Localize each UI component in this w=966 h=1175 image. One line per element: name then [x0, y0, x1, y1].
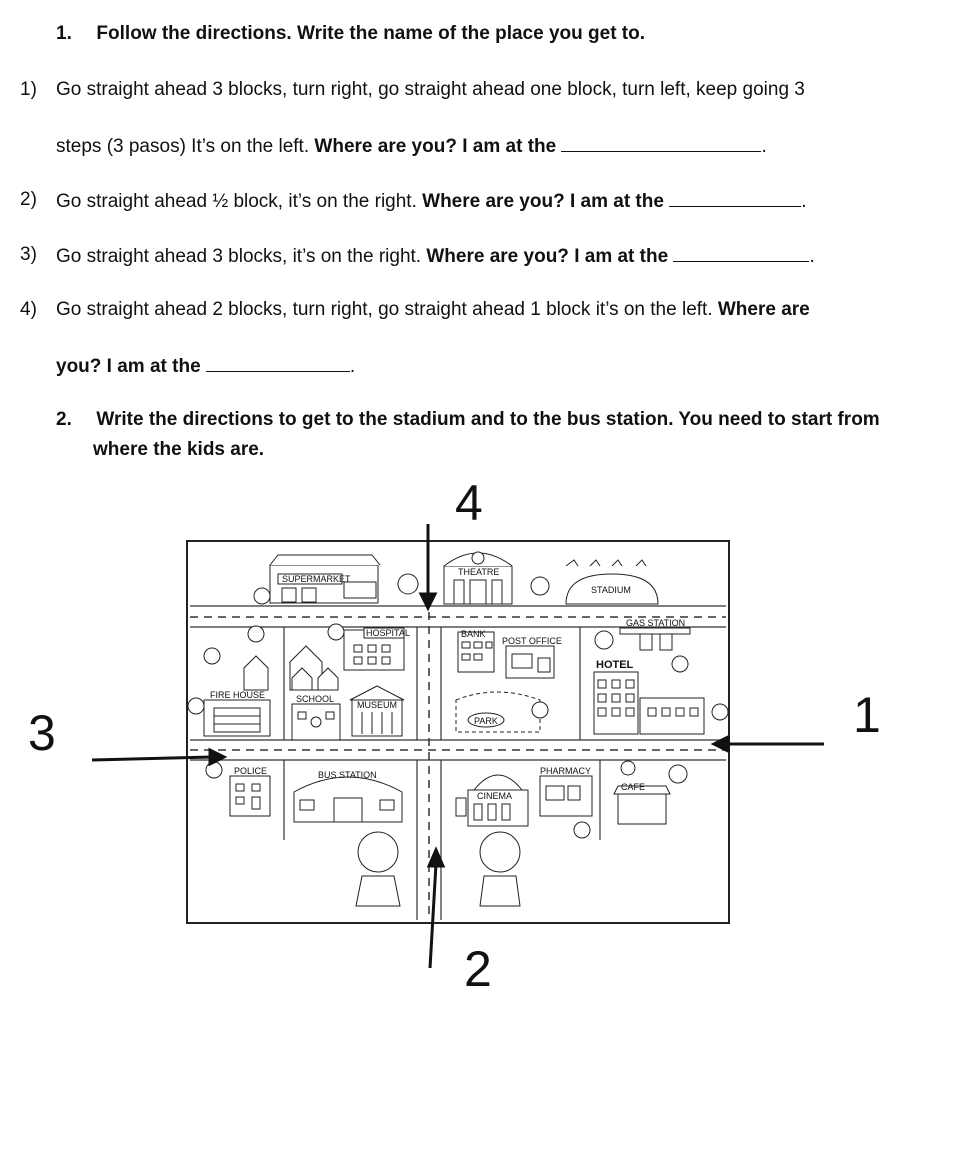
supermarket-label: SUPERMARKET	[282, 574, 351, 584]
gas-station-building	[620, 618, 690, 650]
park-label: PARK	[474, 716, 498, 726]
arrow-label-top: 4	[455, 475, 483, 531]
section2-number: 2.	[56, 409, 72, 430]
houses-block	[244, 646, 338, 690]
arrow-left-head	[210, 750, 224, 764]
police-label: POLICE	[234, 766, 268, 776]
item2-number: 2)	[20, 189, 37, 210]
cafe-building	[614, 782, 670, 824]
bus-station-label: BUS STATION	[318, 770, 377, 780]
item3-text: Go straight ahead 3 blocks, it’s on the right.	[56, 246, 427, 267]
hospital-label: HOSPITAL	[366, 628, 410, 638]
park-area	[456, 692, 540, 732]
stadium-label: STADIUM	[591, 585, 631, 595]
theatre-label: THEATRE	[458, 567, 500, 577]
theatre-building	[444, 552, 512, 604]
section2-title-a: Write the directions to get to the stadium and to the bus station. You need to start from	[96, 409, 880, 430]
post-office-label: POST OFFICE	[502, 636, 562, 646]
item4-question-a: Where are	[717, 299, 810, 320]
bus-station-building	[294, 770, 402, 822]
item1-line-a: Go straight ahead 3 blocks, turn right, go straight ahead one block, turn left, keep going 3	[56, 79, 805, 100]
item4-text: Go straight ahead 2 blocks, turn right, go straight ahead 1 block it’s on the left.	[56, 299, 718, 320]
item1-line-b: steps (3 pasos) It’s on the left. Where are you? I am at the .	[56, 133, 767, 159]
arrow-label-left: 3	[28, 705, 56, 761]
arrow-label-right: 1	[853, 687, 881, 743]
item2-question: Where are you? I am at the	[422, 191, 664, 212]
cinema-label: CINEMA	[477, 791, 513, 801]
cinema-building	[456, 775, 528, 826]
school-building	[292, 694, 340, 740]
item4-question-b: you? I am at the	[56, 356, 201, 377]
museum-building	[350, 686, 404, 736]
fire-house-building	[204, 690, 270, 736]
hotel-building	[594, 659, 704, 734]
museum-label: MUSEUM	[357, 700, 397, 710]
item4-number: 4)	[20, 299, 37, 320]
hospital-building	[344, 628, 410, 670]
item2-line: Go straight ahead ½ block, it’s on the right. Where are you? I am at the .	[56, 188, 807, 214]
item1-number: 1)	[20, 79, 37, 100]
police-building	[230, 766, 270, 816]
pharmacy-building	[540, 766, 592, 816]
bank-building	[458, 629, 494, 672]
arrow-label-bottom: 2	[464, 941, 492, 997]
school-label: SCHOOL	[296, 694, 335, 704]
item2-text: Go straight ahead ½ block, it’s on the right.	[56, 191, 423, 212]
section2-title-b: where the kids are.	[93, 439, 265, 460]
hotel-label: HOTEL	[596, 659, 634, 671]
kids	[356, 832, 520, 906]
item1-text-b: steps (3 pasos) It’s on the left.	[56, 136, 315, 157]
item1-question: Where are you? I am at the	[314, 136, 557, 157]
pharmacy-label: PHARMACY	[540, 766, 592, 776]
item3-number: 3)	[20, 244, 37, 265]
bank-label: BANK	[461, 629, 486, 639]
cafe-label: CAFE	[621, 782, 646, 792]
supermarket-building	[270, 555, 380, 603]
fire-house-label: FIRE HOUSE	[210, 690, 266, 700]
gas-station-label: GAS STATION	[626, 618, 686, 628]
section1-number: 1.	[56, 23, 72, 44]
item3-line: Go straight ahead 3 blocks, it’s on the right. Where are you? I am at the .	[56, 243, 815, 269]
arrow-right-head	[714, 737, 728, 751]
item4-line-b: you? I am at the .	[56, 353, 355, 379]
post-office-building	[502, 636, 562, 678]
stadium-building	[566, 560, 658, 604]
section1-title: Follow the directions. Write the name of the place you get to.	[96, 23, 646, 44]
item3-question: Where are you? I am at the	[426, 246, 669, 267]
